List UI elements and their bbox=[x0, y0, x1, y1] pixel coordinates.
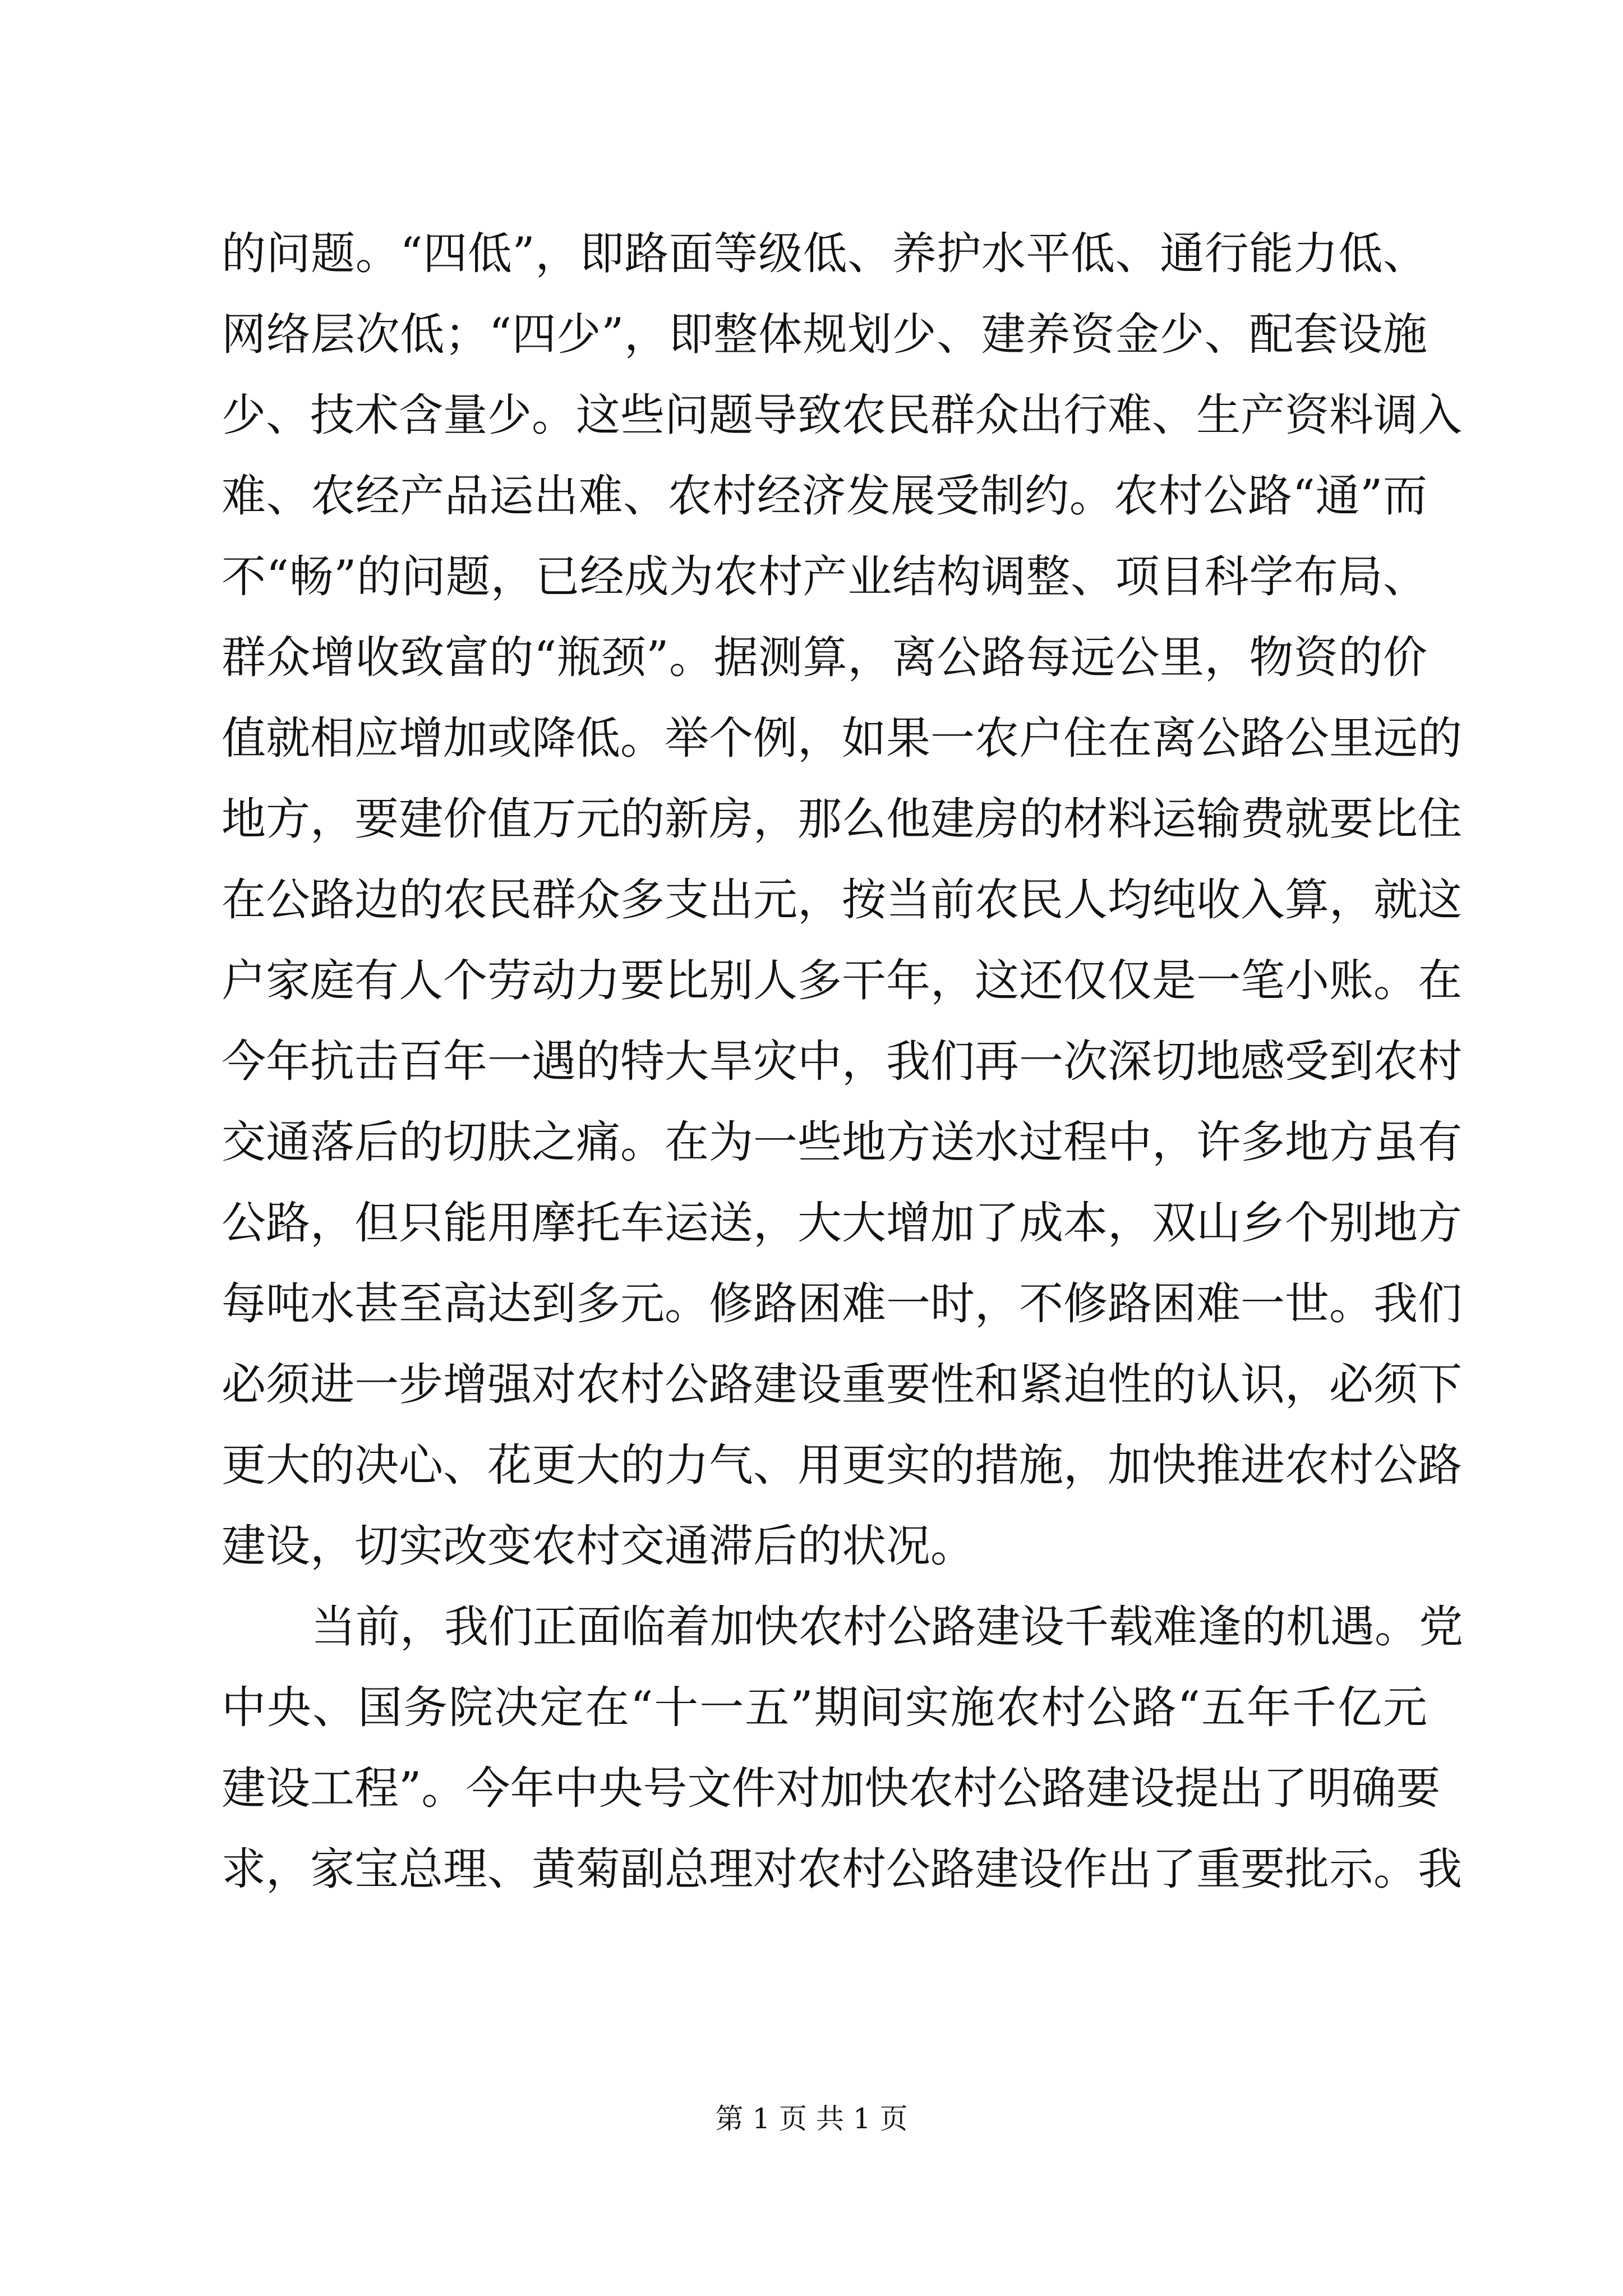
text-line: 建设工程”。今年中央号文件对加快农村公路建设提出了明确要 bbox=[222, 1763, 1441, 1814]
text-line: 不“畅”的问题，已经成为农村产业结构调整、项目科学布局、 bbox=[222, 551, 1427, 602]
text-line: 每吨水甚至高达到多元。修路困难一时，不修路困难一世。我们 bbox=[222, 1278, 1462, 1329]
text-line: 交通落后的切肤之痛。在为一些地方送水过程中，许多地方虽有 bbox=[222, 1116, 1462, 1168]
text-line: 公路，但只能用摩托车运送，大大增加了成本，双山乡个别地方 bbox=[222, 1197, 1462, 1249]
text-line: 今年抗击百年一遇的特大旱灾中，我们再一次深切地感受到农村 bbox=[222, 1036, 1462, 1087]
page-footer: 第 1 页 共 1 页 bbox=[715, 2102, 908, 2135]
text-line: 的问题。“四低”，即路面等级低、养护水平低、通行能力低、 bbox=[222, 228, 1427, 279]
body-text bbox=[222, 213, 1463, 1910]
text-line: 网络层次低；“四少”，即整体规划少、建养资金少、配套设施 bbox=[222, 309, 1427, 360]
text-line: 当前，我们正面临着加快农村公路建设千载难逢的机遇。党 bbox=[311, 1601, 1463, 1653]
text-line: 中央、国务院决定在“十一五”期间实施农村公路“五年千亿元 bbox=[222, 1682, 1427, 1733]
paragraph bbox=[222, 213, 1462, 1586]
text-line: 难、农经产品运出难、农村经济发展受制约。农村公路“通”而 bbox=[222, 470, 1427, 522]
text-line: 建设，切实改变农村交通滞后的状况。 bbox=[222, 1520, 975, 1572]
text-line: 在公路边的农民群众多支出元，按当前农民人均纯收入算，就这 bbox=[222, 874, 1462, 926]
text-line: 少、技术含量少。这些问题导致农民群众出行难、生产资料调入 bbox=[222, 389, 1462, 441]
paragraph bbox=[222, 1586, 1463, 1910]
text-line: 更大的决心、花更大的力气、用更实的措施，加快推进农村公路 bbox=[222, 1439, 1462, 1491]
text-line: 值就相应增加或降低。举个例，如果一农户住在离公路公里远的 bbox=[222, 712, 1462, 764]
text-line: 群众增收致富的“瓶颈”。据测算，离公路每远公里，物资的价 bbox=[222, 632, 1427, 683]
text-line: 求，家宝总理、黄菊副总理对农村公路建设作出了重要批示。我 bbox=[222, 1843, 1462, 1895]
text-line: 必须进一步增强对农村公路建设重要性和紧迫性的认识，必须下 bbox=[222, 1359, 1462, 1410]
text-line: 户家庭有人个劳动力要比别人多干年，这还仅仅是一笔小账。在 bbox=[222, 955, 1462, 1006]
text-line: 地方，要建价值万元的新房，那么他建房的材料运输费就要比住 bbox=[222, 793, 1462, 845]
